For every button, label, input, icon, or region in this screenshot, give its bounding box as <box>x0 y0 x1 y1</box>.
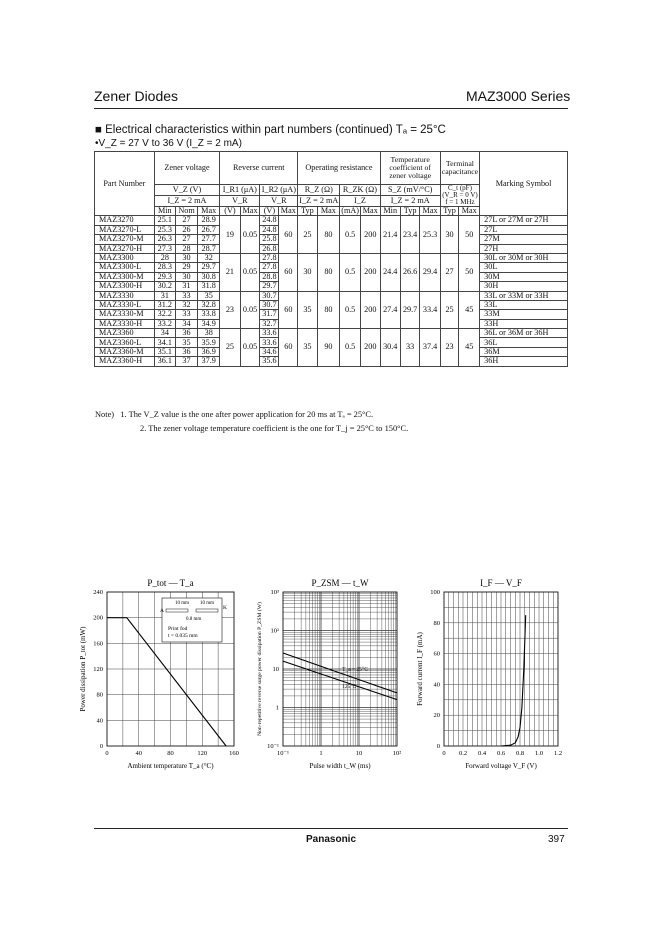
h-operating-resistance: Operating resistance <box>298 152 380 185</box>
table-cell: 0.05 <box>240 291 260 329</box>
x-tick-label: 0.2 <box>458 750 468 757</box>
table-cell: 29.7 <box>198 263 220 272</box>
doc-header-left: Zener Diodes <box>94 88 179 104</box>
y-tick-label: 100 <box>430 589 440 596</box>
h-terminal-cap: Terminal capacitance <box>440 152 479 185</box>
brand-logo: Panasonic <box>306 834 357 845</box>
series-line <box>283 653 397 693</box>
table-cell: 34 <box>154 329 175 338</box>
table-cell: 27.4 <box>380 291 400 329</box>
h-zener-voltage: Zener voltage <box>154 152 219 185</box>
table-cell: 33.4 <box>420 291 440 329</box>
u-max: Max <box>360 207 380 216</box>
table-cell: 30.8 <box>198 272 220 281</box>
part-number-cell: MAZ3300 <box>95 253 155 262</box>
note-1: 1. The V_Z value is the one after power application for 20 ms at Tₐ = 25°C. <box>120 410 374 419</box>
table-cell: 31.7 <box>260 310 279 319</box>
table-cell: 30 <box>298 253 317 291</box>
marking-cell: 27L <box>480 225 568 234</box>
x-tick-label: 80 <box>167 750 174 757</box>
table-cell: 35.1 <box>154 347 175 356</box>
marking-cell: 36L <box>480 338 568 347</box>
table-cell: 29.7 <box>260 282 279 291</box>
table-cell: 24.8 <box>260 216 279 225</box>
y-tick-label: 0 <box>436 743 440 750</box>
table-cell: 27.8 <box>260 253 279 262</box>
inset-annotation: t = 0.035 mm <box>168 633 198 639</box>
y-tick-label: 1 <box>275 704 279 712</box>
table-cell: 28.3 <box>154 263 175 272</box>
x-tick-label: 0.8 <box>515 750 525 757</box>
chart-title: P_tot — T_a <box>147 578 194 588</box>
h-part-number: Part Number <box>95 152 155 216</box>
table-cell: 23.4 <box>400 216 419 254</box>
section-condition: •V_Z = 27 V to 36 V (I_Z = 2 mA) <box>95 138 242 149</box>
h-rzk: R_ZK (Ω) <box>340 185 380 196</box>
table-cell: 90 <box>317 329 340 367</box>
table-cell: 26.6 <box>400 253 419 291</box>
marking-cell: 33H <box>480 319 568 328</box>
part-number-cell: MAZ3330-L <box>95 300 155 309</box>
x-tick-label: 1.2 <box>553 750 563 757</box>
table-cell: 33 <box>400 329 419 367</box>
u-ma: (mA) <box>341 206 359 216</box>
section-title: ■ Electrical characteristics within part numbers (continued) Tₐ = 25°C <box>95 124 446 136</box>
table-cell: 29 <box>175 263 197 272</box>
table-cell: 34 <box>175 319 197 328</box>
part-number-cell: MAZ3270-L <box>95 225 155 234</box>
table-cell: 25 <box>440 291 459 329</box>
y-tick-label: 120 <box>93 666 103 673</box>
part-number-cell: MAZ3330-H <box>95 319 155 328</box>
marking-cell: 27H <box>480 244 568 253</box>
part-number-cell: MAZ3330-M <box>95 310 155 319</box>
part-number-cell: MAZ3300-H <box>95 282 155 291</box>
u-typ: Typ <box>298 207 317 216</box>
y-tick-label: 10³ <box>270 589 279 596</box>
chart-title: P_ZSM — t_W <box>311 578 369 588</box>
table-row <box>95 291 568 300</box>
u-typ: Typ <box>440 207 459 216</box>
table-cell: 24.8 <box>260 225 279 234</box>
table-cell: 50 <box>459 253 480 291</box>
table-cell: 36.1 <box>154 357 175 366</box>
part-number-cell: MAZ3300-L <box>95 263 155 272</box>
y-tick-label: 20 <box>433 712 440 720</box>
table-cell: 37.9 <box>198 357 220 366</box>
part-number-cell: MAZ3360-H <box>95 357 155 366</box>
notes <box>95 408 408 436</box>
h-sz: S_Z (mV/°C) <box>380 185 440 196</box>
h-iz-rzk: I_Z <box>340 196 380 207</box>
table-cell: 32 <box>175 300 197 309</box>
table-cell: 30 <box>175 253 197 262</box>
table-cell: 25.3 <box>154 225 175 234</box>
footer-rule <box>94 828 568 829</box>
x-tick-label: 0 <box>105 750 109 757</box>
u-min: Min <box>380 207 400 216</box>
table-cell: 27.7 <box>198 235 220 244</box>
table-cell: 32.2 <box>154 310 175 319</box>
note-2: 2. The zener voltage temperature coefficient is the one for T_j = 25°C to 150°C. <box>140 424 409 433</box>
notes-label: Note) <box>95 410 115 419</box>
y-tick-label: 0 <box>99 743 103 750</box>
h-ir1: I_R1 (μA) <box>220 185 260 196</box>
table-cell: 19 <box>220 216 240 254</box>
x-tick-label: 1.0 <box>534 750 544 757</box>
table-cell: 35 <box>298 291 317 329</box>
table-cell: 0.5 <box>340 253 361 291</box>
x-axis-label: Pulse width t_W (ms) <box>309 762 371 770</box>
h-vz: V_Z (V) <box>154 185 219 196</box>
table-row <box>95 329 568 338</box>
table-cell: 31 <box>175 282 197 291</box>
chart-title: I_F — V_F <box>480 578 522 588</box>
table-cell: 36.9 <box>198 347 220 356</box>
marking-cell: 33L <box>480 300 568 309</box>
table-cell: 27.8 <box>260 263 279 272</box>
part-number-cell: MAZ3360 <box>95 329 155 338</box>
table-cell: 27 <box>440 253 459 291</box>
table-cell: 34.1 <box>154 338 175 347</box>
table-cell: 30 <box>175 272 197 281</box>
inset-annotation: 10 mm <box>200 601 215 606</box>
table-cell: 80 <box>317 291 340 329</box>
part-number-cell: MAZ3360-M <box>95 347 155 356</box>
y-axis-label: Forward current I_F (mA) <box>416 632 424 706</box>
u-v: (V) <box>220 207 240 216</box>
h-temp-coeff: Temperature coefficient of zener voltage <box>380 152 440 185</box>
table-cell: 26.3 <box>154 235 175 244</box>
marking-cell: 36H <box>480 357 568 366</box>
part-number-cell: MAZ3270-M <box>95 235 155 244</box>
table-cell: 35 <box>175 338 197 347</box>
x-tick-label: 0.6 <box>496 750 506 757</box>
u-min: Min <box>154 207 175 216</box>
u-nom: Nom <box>175 207 197 216</box>
table-row <box>95 216 568 225</box>
x-tick-label: 120 <box>197 750 208 757</box>
y-tick-label: 40 <box>96 717 103 725</box>
table-cell: 33 <box>175 310 197 319</box>
y-tick-label: 10² <box>270 627 279 635</box>
table-cell: 26 <box>175 225 197 234</box>
x-tick-label: 0 <box>442 750 446 757</box>
table-cell: 24.4 <box>380 253 400 291</box>
u-typ: Typ <box>400 207 419 216</box>
table-cell: 30.2 <box>154 282 175 291</box>
table-cell: 21 <box>220 253 240 291</box>
h-vr: V_R <box>220 196 260 207</box>
u-max: Max <box>317 207 340 216</box>
y-axis-label: Non-repetitive reverse surge power dissipation P_ZSM (W) <box>257 602 263 736</box>
series-label: 125°C <box>342 684 357 691</box>
table-cell: 0.5 <box>340 291 361 329</box>
h-iz-rz: I_Z = 2 mA <box>299 195 339 205</box>
table-cell: 26.8 <box>260 244 279 253</box>
table-cell: 27 <box>175 216 197 225</box>
table-cell: 32.8 <box>198 300 220 309</box>
h-vr2: V_R <box>260 196 298 207</box>
header-rule <box>94 108 568 109</box>
u-max: Max <box>240 207 260 216</box>
inset-annotation: 0.8 mm <box>186 617 202 622</box>
y-tick-label: 60 <box>433 650 440 658</box>
table-cell: 31.8 <box>198 282 220 291</box>
series-label: T_a = 25°C <box>342 666 368 673</box>
part-number-cell: MAZ3270 <box>95 216 155 225</box>
table-cell: 35 <box>198 291 220 300</box>
marking-cell: 30M <box>480 272 568 281</box>
page-number: 397 <box>548 834 565 845</box>
table-cell: 80 <box>317 216 340 254</box>
table-cell: 23 <box>220 291 240 329</box>
table-cell: 31.2 <box>154 300 175 309</box>
table-cell: 32.7 <box>260 319 279 328</box>
y-tick-label: 160 <box>93 640 103 648</box>
table-cell: 25 <box>220 329 240 367</box>
x-tick-label: 1 <box>319 750 323 757</box>
table-cell: 0.5 <box>340 216 361 254</box>
table-cell: 33.6 <box>260 338 279 347</box>
table-cell: 29.7 <box>400 291 419 329</box>
u-max: Max <box>280 206 296 216</box>
table-cell: 27.3 <box>154 244 175 253</box>
table-cell: 28 <box>154 253 175 262</box>
inset-pad <box>196 609 218 612</box>
table-row <box>95 253 568 262</box>
x-axis-label: Ambient temperature T_a (°C) <box>127 762 214 770</box>
u-v: (V) <box>260 207 279 216</box>
table-cell: 34.6 <box>260 347 279 356</box>
marking-cell: 30H <box>480 282 568 291</box>
y-tick-label: 240 <box>93 589 103 596</box>
x-tick-label: 10⁻¹ <box>277 750 289 757</box>
h-rz: R_Z (Ω) <box>298 185 340 196</box>
table-cell: 29.3 <box>154 272 175 281</box>
table-cell: 200 <box>360 253 380 291</box>
x-tick-label: 10 <box>355 750 363 757</box>
charts-area <box>0 570 662 810</box>
table-cell: 31 <box>154 291 175 300</box>
marking-cell: 27M <box>480 235 568 244</box>
table-cell: 45 <box>459 291 480 329</box>
h-iz-sz: I_Z = 2 mA <box>380 196 440 207</box>
marking-cell: 36M <box>480 347 568 356</box>
marking-cell: 30L <box>480 263 568 272</box>
part-number-cell: MAZ3300-M <box>95 272 155 281</box>
table-cell: 50 <box>459 216 480 254</box>
table-cell: 23 <box>440 329 459 367</box>
table-cell: 29.4 <box>420 253 440 291</box>
table-cell: 60 <box>279 253 298 291</box>
inset-annotation: K <box>223 605 227 611</box>
table-cell: 33.6 <box>260 329 279 338</box>
table-cell: 60 <box>279 291 298 329</box>
table-cell: 0.05 <box>240 329 260 367</box>
table-cell: 38 <box>198 329 220 338</box>
series-line <box>283 661 397 700</box>
table-cell: 200 <box>360 216 380 254</box>
h-marking-symbol: Marking Symbol <box>480 152 568 216</box>
h-reverse-current: Reverse current <box>220 152 298 185</box>
table-cell: 28.9 <box>198 216 220 225</box>
y-tick-label: 10 <box>272 666 279 673</box>
table-cell: 30.7 <box>260 291 279 300</box>
table-cell: 28.8 <box>260 272 279 281</box>
table-cell: 28.7 <box>198 244 220 253</box>
h-ir2: I_R2 (μA) <box>261 184 296 194</box>
marking-cell: 33L or 33M or 33H <box>480 291 568 300</box>
y-axis-label: Power dissipation P_tot (mW) <box>79 626 87 712</box>
inset-annotation: Print fod <box>168 626 188 632</box>
inset-annotation: A <box>160 608 164 614</box>
inset-pad <box>166 609 188 612</box>
table-cell: 30.4 <box>380 329 400 367</box>
table-cell: 45 <box>459 329 480 367</box>
series-line <box>501 615 526 746</box>
table-cell: 32 <box>198 253 220 262</box>
part-number-cell: MAZ3270-H <box>95 244 155 253</box>
table-cell: 35.6 <box>260 357 279 366</box>
table-cell: 35 <box>298 329 317 367</box>
table-cell: 0.05 <box>240 216 260 254</box>
table-cell: 36 <box>175 347 197 356</box>
y-tick-label: 80 <box>433 619 440 627</box>
x-tick-label: 160 <box>229 750 239 757</box>
table-cell: 33.8 <box>198 310 220 319</box>
table-cell: 36 <box>175 329 197 338</box>
table-cell: 25.8 <box>260 235 279 244</box>
table-cell: 60 <box>279 329 298 367</box>
x-axis-label: Forward voltage V_F (V) <box>465 762 537 770</box>
x-tick-label: 40 <box>135 750 142 757</box>
table-cell: 25.3 <box>420 216 440 254</box>
h-ct: C_t (pF) (V_R = 0 V) f = 1 MHz <box>442 184 478 206</box>
table-cell: 37.4 <box>420 329 440 367</box>
y-tick-label: 80 <box>96 691 103 699</box>
y-tick-label: 40 <box>433 681 440 689</box>
table-cell: 200 <box>360 329 380 367</box>
table-cell: 34.9 <box>198 319 220 328</box>
doc-header-right: MAZ3000 Series <box>466 88 571 104</box>
table-cell: 200 <box>360 291 380 329</box>
y-tick-label: 10⁻¹ <box>267 743 279 750</box>
marking-cell: 33M <box>480 310 568 319</box>
y-tick-label: 200 <box>93 614 103 622</box>
table-cell: 33.2 <box>154 319 175 328</box>
table-cell: 60 <box>279 216 298 254</box>
table-cell: 37 <box>175 357 197 366</box>
characteristics-table <box>94 151 568 367</box>
table-cell: 80 <box>317 253 340 291</box>
part-number-cell: MAZ3360-L <box>95 338 155 347</box>
x-tick-label: 0.4 <box>477 750 487 757</box>
table-cell: 26.7 <box>198 225 220 234</box>
table-cell: 27 <box>175 235 197 244</box>
x-tick-label: 10² <box>392 750 402 757</box>
u-max: Max <box>420 207 440 216</box>
marking-cell: 36L or 36M or 36H <box>480 329 568 338</box>
table-cell: 28 <box>175 244 197 253</box>
table-cell: 0.5 <box>340 329 361 367</box>
part-number-cell: MAZ3330 <box>95 291 155 300</box>
marking-cell: 30L or 30M or 30H <box>480 253 568 262</box>
table-cell: 25 <box>298 216 317 254</box>
table-cell: 35.9 <box>198 338 220 347</box>
table-cell: 30 <box>440 216 459 254</box>
table-cell: 30.7 <box>260 300 279 309</box>
u-max: Max <box>198 207 220 216</box>
table-cell: 21.4 <box>380 216 400 254</box>
u-max: Max <box>459 207 480 216</box>
marking-cell: 27L or 27M or 27H <box>480 216 568 225</box>
table-cell: 25.1 <box>154 216 175 225</box>
h-iz-vz: I_Z = 2 mA <box>154 196 219 207</box>
table-cell: 0.05 <box>240 253 260 291</box>
table-cell: 33 <box>175 291 197 300</box>
inset-annotation: 10 mm <box>175 601 190 606</box>
